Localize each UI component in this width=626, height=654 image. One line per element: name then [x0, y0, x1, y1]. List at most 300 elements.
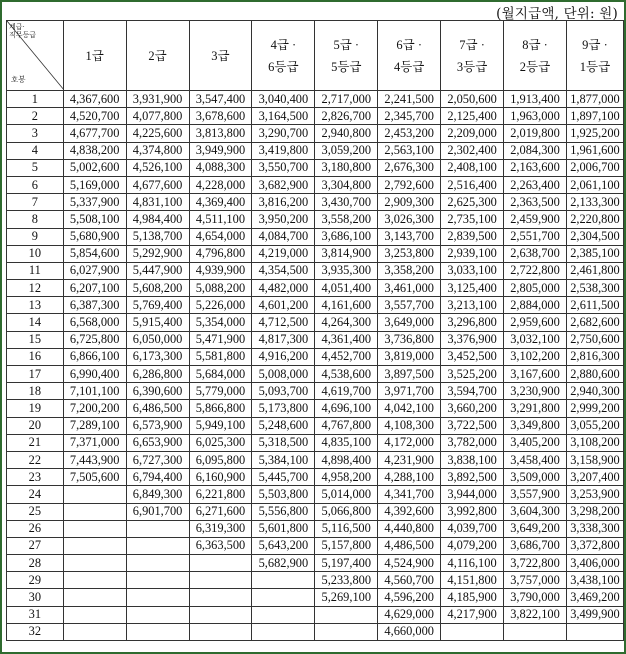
salary-cell: 4,619,700: [315, 383, 378, 400]
table-row: [7, 572, 624, 589]
salary-cell: [63, 572, 126, 589]
salary-cell: 2,940,800: [315, 125, 378, 142]
salary-cell: 5,601,800: [252, 520, 315, 537]
salary-cell: 3,230,900: [504, 383, 567, 400]
salary-cell: 4,677,700: [63, 125, 126, 142]
grade-header-line: 4급 ·: [270, 37, 297, 52]
salary-cell: 4,660,000: [378, 623, 441, 640]
salary-cell: [189, 555, 252, 572]
salary-cell: 5,608,200: [126, 280, 189, 297]
salary-cell: 4,601,200: [252, 297, 315, 314]
salary-cell: 5,088,200: [189, 280, 252, 297]
grade-header-line: 4등급: [393, 59, 425, 74]
salary-cell: 1,963,000: [504, 108, 567, 125]
salary-cell: 3,682,900: [252, 176, 315, 193]
salary-cell: 3,430,700: [315, 194, 378, 211]
step-cell: 3: [7, 125, 64, 142]
salary-cell: 4,984,400: [126, 211, 189, 228]
salary-cell: 3,547,400: [189, 91, 252, 108]
salary-cell: 4,185,900: [441, 589, 504, 606]
salary-cell: [566, 623, 623, 640]
salary-cell: 2,735,100: [441, 211, 504, 228]
salary-cell: 4,520,700: [63, 108, 126, 125]
salary-cell: 3,558,200: [315, 211, 378, 228]
grade-header-7: [441, 21, 504, 91]
salary-cell: 2,263,400: [504, 176, 567, 193]
step-cell: 29: [7, 572, 64, 589]
salary-cell: 5,684,000: [189, 366, 252, 383]
salary-cell: 4,231,900: [378, 451, 441, 468]
salary-cell: 4,939,900: [189, 262, 252, 279]
salary-cell: 4,838,200: [63, 142, 126, 159]
step-cell: 21: [7, 434, 64, 451]
grade-header-line: 6등급: [268, 59, 299, 74]
grade-header-6: [378, 21, 441, 91]
salary-table-body: [7, 91, 624, 641]
table-row: [7, 606, 624, 623]
salary-cell: 2,061,100: [566, 176, 623, 193]
table-row: [7, 434, 624, 451]
salary-cell: 3,291,800: [504, 400, 567, 417]
salary-cell: 7,371,000: [63, 434, 126, 451]
salary-cell: 6,221,800: [189, 486, 252, 503]
salary-cell: 4,079,200: [441, 537, 504, 554]
salary-cell: 3,950,200: [252, 211, 315, 228]
grade-header-8: [504, 21, 567, 91]
salary-cell: 6,573,900: [126, 417, 189, 434]
salary-cell: 2,220,800: [566, 211, 623, 228]
salary-cell: [252, 572, 315, 589]
grade-header-line: 3등급: [456, 59, 488, 74]
salary-cell: 2,019,800: [504, 125, 567, 142]
salary-cell: 6,486,500: [126, 400, 189, 417]
table-row: [7, 228, 624, 245]
salary-cell: 3,026,300: [378, 211, 441, 228]
header-row: [7, 21, 624, 91]
salary-cell: 1,913,400: [504, 91, 567, 108]
salary-cell: 3,469,200: [566, 589, 623, 606]
salary-cell: 4,084,700: [252, 228, 315, 245]
step-cell: 31: [7, 606, 64, 623]
salary-cell: 4,835,100: [315, 434, 378, 451]
salary-cell: 3,438,100: [566, 572, 623, 589]
table-row: [7, 108, 624, 125]
step-cell: 16: [7, 348, 64, 365]
salary-cell: 6,319,300: [189, 520, 252, 537]
salary-cell: 7,505,600: [63, 469, 126, 486]
salary-cell: 2,304,500: [566, 228, 623, 245]
salary-cell: 6,095,800: [189, 451, 252, 468]
step-cell: 8: [7, 211, 64, 228]
table-row: [7, 176, 624, 193]
step-cell: 11: [7, 262, 64, 279]
salary-cell: 4,677,600: [126, 176, 189, 193]
salary-cell: 4,712,500: [252, 314, 315, 331]
salary-cell: 3,686,700: [504, 537, 567, 554]
salary-cell: 3,819,000: [378, 348, 441, 365]
salary-cell: 3,376,900: [441, 331, 504, 348]
salary-cell: 3,372,800: [566, 537, 623, 554]
step-cell: 5: [7, 159, 64, 176]
salary-cell: 2,750,600: [566, 331, 623, 348]
salary-cell: 6,901,700: [126, 503, 189, 520]
table-row: [7, 503, 624, 520]
salary-cell: 4,151,800: [441, 572, 504, 589]
salary-cell: 3,949,900: [189, 142, 252, 159]
table-row: [7, 537, 624, 554]
step-cell: 23: [7, 469, 64, 486]
salary-cell: 4,916,200: [252, 348, 315, 365]
salary-cell: 3,253,900: [566, 486, 623, 503]
salary-cell: 5,769,400: [126, 297, 189, 314]
grade-header-1: [63, 21, 126, 91]
salary-cell: [126, 606, 189, 623]
salary-cell: 6,271,600: [189, 503, 252, 520]
salary-cell: 3,757,000: [504, 572, 567, 589]
salary-cell: 3,722,800: [504, 555, 567, 572]
salary-cell: 3,649,200: [504, 520, 567, 537]
salary-cell: 2,163,600: [504, 159, 567, 176]
salary-cell: 4,482,000: [252, 280, 315, 297]
salary-cell: 2,839,500: [441, 228, 504, 245]
salary-cell: 5,173,800: [252, 400, 315, 417]
salary-cell: 6,027,900: [63, 262, 126, 279]
salary-cell: 5,866,800: [189, 400, 252, 417]
step-cell: 9: [7, 228, 64, 245]
salary-cell: 4,596,200: [378, 589, 441, 606]
salary-cell: 3,813,800: [189, 125, 252, 142]
salary-cell: 2,125,400: [441, 108, 504, 125]
grade-header-2: [126, 21, 189, 91]
salary-cell: 2,638,700: [504, 245, 567, 262]
salary-cell: 4,486,500: [378, 537, 441, 554]
step-cell: 25: [7, 503, 64, 520]
salary-cell: 4,958,200: [315, 469, 378, 486]
table-row: [7, 623, 624, 640]
salary-cell: 2,241,500: [378, 91, 441, 108]
salary-cell: 3,822,100: [504, 606, 567, 623]
salary-cell: 2,050,600: [441, 91, 504, 108]
salary-cell: 3,059,200: [315, 142, 378, 159]
table-row: [7, 520, 624, 537]
salary-cell: 3,722,500: [441, 417, 504, 434]
salary-cell: 6,173,300: [126, 348, 189, 365]
table-row: [7, 297, 624, 314]
salary-cell: 4,696,100: [315, 400, 378, 417]
salary-cell: 3,816,200: [252, 194, 315, 211]
salary-cell: 3,525,200: [441, 366, 504, 383]
salary-cell: 2,345,700: [378, 108, 441, 125]
step-cell: 14: [7, 314, 64, 331]
step-cell: 12: [7, 280, 64, 297]
salary-cell: 4,374,800: [126, 142, 189, 159]
salary-cell: 4,116,100: [441, 555, 504, 572]
salary-cell: 4,831,100: [126, 194, 189, 211]
salary-cell: 2,884,000: [504, 297, 567, 314]
table-row: [7, 262, 624, 279]
corner-grade-label: 계급· 직무등급: [9, 23, 37, 39]
table-row: [7, 555, 624, 572]
salary-cell: 7,443,900: [63, 451, 126, 468]
salary-cell: 3,405,200: [504, 434, 567, 451]
salary-cell: 5,269,100: [315, 589, 378, 606]
salary-cell: 4,560,700: [378, 572, 441, 589]
grade-header-line: 9급 ·: [582, 37, 608, 52]
salary-cell: 2,006,700: [566, 159, 623, 176]
salary-cell: [63, 606, 126, 623]
salary-cell: 2,084,300: [504, 142, 567, 159]
salary-cell: 3,499,900: [566, 606, 623, 623]
grade-header-line: 5등급: [331, 59, 362, 74]
salary-cell: [315, 606, 378, 623]
grade-header-line: 5급 ·: [333, 37, 360, 52]
step-cell: 1: [7, 91, 64, 108]
table-row: [7, 366, 624, 383]
salary-cell: 3,290,700: [252, 125, 315, 142]
salary-cell: [189, 606, 252, 623]
salary-cell: 4,219,000: [252, 245, 315, 262]
table-row: [7, 400, 624, 417]
salary-cell: 5,014,000: [315, 486, 378, 503]
salary-cell: 3,790,000: [504, 589, 567, 606]
salary-cell: 6,207,100: [63, 280, 126, 297]
salary-cell: 3,108,200: [566, 434, 623, 451]
grade-header-4: [252, 21, 315, 91]
salary-cell: [189, 572, 252, 589]
salary-cell: 6,160,900: [189, 469, 252, 486]
salary-cell: 7,200,200: [63, 400, 126, 417]
salary-cell: 2,940,300: [566, 383, 623, 400]
table-row: [7, 314, 624, 331]
salary-cell: 4,039,700: [441, 520, 504, 537]
salary-cell: 4,108,300: [378, 417, 441, 434]
salary-cell: 3,461,000: [378, 280, 441, 297]
salary-cell: 6,025,300: [189, 434, 252, 451]
salary-cell: 3,931,900: [126, 91, 189, 108]
step-cell: 27: [7, 537, 64, 554]
salary-cell: 3,296,800: [441, 314, 504, 331]
salary-cell: 2,792,600: [378, 176, 441, 193]
salary-cell: [63, 589, 126, 606]
salary-cell: 3,419,800: [252, 142, 315, 159]
salary-cell: 2,939,100: [441, 245, 504, 262]
table-row: [7, 159, 624, 176]
grade-header-5: [315, 21, 378, 91]
salary-cell: 6,849,300: [126, 486, 189, 503]
salary-cell: 3,358,200: [378, 262, 441, 279]
salary-cell: 2,682,600: [566, 314, 623, 331]
step-cell: 2: [7, 108, 64, 125]
table-row: [7, 417, 624, 434]
salary-cell: 2,676,300: [378, 159, 441, 176]
salary-cell: 7,289,100: [63, 417, 126, 434]
salary-cell: 6,653,900: [126, 434, 189, 451]
salary-cell: [504, 623, 567, 640]
step-cell: 22: [7, 451, 64, 468]
salary-cell: [252, 606, 315, 623]
salary-cell: 3,971,700: [378, 383, 441, 400]
salary-cell: 3,594,700: [441, 383, 504, 400]
salary-cell: 3,897,500: [378, 366, 441, 383]
step-cell: 7: [7, 194, 64, 211]
grade-header-line: 8급 ·: [522, 37, 548, 52]
salary-cell: 5,949,100: [189, 417, 252, 434]
salary-cell: 6,794,400: [126, 469, 189, 486]
salary-cell: 3,033,100: [441, 262, 504, 279]
salary-cell: 5,292,900: [126, 245, 189, 262]
salary-cell: 3,032,100: [504, 331, 567, 348]
salary-cell: 3,458,400: [504, 451, 567, 468]
salary-cell: 2,538,300: [566, 280, 623, 297]
salary-cell: 2,625,300: [441, 194, 504, 211]
salary-cell: 3,686,100: [315, 228, 378, 245]
salary-cell: 6,866,100: [63, 348, 126, 365]
salary-cell: [63, 486, 126, 503]
salary-cell: 5,248,600: [252, 417, 315, 434]
step-cell: 18: [7, 383, 64, 400]
salary-cell: 2,959,600: [504, 314, 567, 331]
salary-cell: 2,563,100: [378, 142, 441, 159]
salary-cell: 4,361,400: [315, 331, 378, 348]
grade-header-line: 1급: [85, 48, 104, 63]
salary-cell: 3,782,000: [441, 434, 504, 451]
table-row: [7, 280, 624, 297]
grade-header-3: [189, 21, 252, 91]
salary-cell: 3,040,400: [252, 91, 315, 108]
salary-cell: 4,392,600: [378, 503, 441, 520]
grade-header-9: [566, 21, 623, 91]
table-row: [7, 383, 624, 400]
table-row: [7, 348, 624, 365]
salary-cell: 6,725,800: [63, 331, 126, 348]
salary-cell: 6,363,500: [189, 537, 252, 554]
salary-cell: 4,077,800: [126, 108, 189, 125]
salary-cell: 3,164,500: [252, 108, 315, 125]
salary-cell: 2,551,700: [504, 228, 567, 245]
salary-cell: [126, 555, 189, 572]
salary-cell: [126, 623, 189, 640]
salary-cell: 6,050,000: [126, 331, 189, 348]
salary-cell: 1,897,100: [566, 108, 623, 125]
salary-cell: [126, 537, 189, 554]
salary-cell: 3,944,000: [441, 486, 504, 503]
step-cell: 13: [7, 297, 64, 314]
salary-cell: 4,042,100: [378, 400, 441, 417]
salary-cell: 5,138,700: [126, 228, 189, 245]
salary-cell: 4,524,900: [378, 555, 441, 572]
salary-cell: 4,172,000: [378, 434, 441, 451]
grade-header-line: 7급 ·: [459, 37, 485, 52]
salary-cell: 4,440,800: [378, 520, 441, 537]
step-cell: 24: [7, 486, 64, 503]
salary-cell: 3,298,200: [566, 503, 623, 520]
salary-cell: 5,643,200: [252, 537, 315, 554]
salary-cell: 5,471,900: [189, 331, 252, 348]
salary-cell: 5,581,800: [189, 348, 252, 365]
grade-header-line: 2급: [148, 48, 167, 63]
salary-cell: 4,088,300: [189, 159, 252, 176]
salary-cell: 3,814,900: [315, 245, 378, 262]
salary-cell: 1,961,600: [566, 142, 623, 159]
salary-cell: 5,779,000: [189, 383, 252, 400]
salary-cell: [63, 555, 126, 572]
salary-cell: 4,341,700: [378, 486, 441, 503]
salary-cell: 5,682,900: [252, 555, 315, 572]
salary-cell: 4,354,500: [252, 262, 315, 279]
salary-cell: 6,727,300: [126, 451, 189, 468]
salary-cell: [252, 623, 315, 640]
grade-header-line: 3급: [211, 48, 230, 63]
salary-cell: 3,935,300: [315, 262, 378, 279]
step-cell: 6: [7, 176, 64, 193]
table-row: [7, 589, 624, 606]
salary-cell: 2,459,900: [504, 211, 567, 228]
salary-cell: 3,349,800: [504, 417, 567, 434]
salary-cell: [315, 623, 378, 640]
step-cell: 10: [7, 245, 64, 262]
salary-cell: 2,133,300: [566, 194, 623, 211]
table-row: [7, 211, 624, 228]
salary-cell: 4,228,000: [189, 176, 252, 193]
salary-cell: 4,367,600: [63, 91, 126, 108]
corner-step-label: 호봉: [11, 75, 26, 84]
salary-cell: 3,660,200: [441, 400, 504, 417]
salary-cell: 5,503,800: [252, 486, 315, 503]
salary-cell: 5,066,800: [315, 503, 378, 520]
salary-cell: 2,453,200: [378, 125, 441, 142]
salary-cell: 3,180,800: [315, 159, 378, 176]
table-row: [7, 245, 624, 262]
salary-cell: 2,717,000: [315, 91, 378, 108]
unit-note: (월지급액, 단위: 원): [496, 6, 618, 22]
table-row: [7, 125, 624, 142]
salary-cell: 4,452,700: [315, 348, 378, 365]
salary-cell: 3,158,900: [566, 451, 623, 468]
salary-cell: 3,167,600: [504, 366, 567, 383]
salary-table: [6, 20, 624, 641]
salary-cell: 3,213,100: [441, 297, 504, 314]
salary-cell: 3,102,200: [504, 348, 567, 365]
step-cell: 19: [7, 400, 64, 417]
salary-cell: 3,406,000: [566, 555, 623, 572]
table-row: [7, 469, 624, 486]
salary-cell: 5,508,100: [63, 211, 126, 228]
salary-cell: 5,157,800: [315, 537, 378, 554]
salary-cell: 2,880,600: [566, 366, 623, 383]
salary-cell: 5,556,800: [252, 503, 315, 520]
salary-cell: 5,002,600: [63, 159, 126, 176]
step-cell: 20: [7, 417, 64, 434]
table-row: [7, 91, 624, 108]
salary-cell: 5,318,500: [252, 434, 315, 451]
salary-cell: 2,302,400: [441, 142, 504, 159]
step-cell: 32: [7, 623, 64, 640]
salary-cell: [63, 503, 126, 520]
step-cell: 17: [7, 366, 64, 383]
salary-cell: 6,286,800: [126, 366, 189, 383]
salary-cell: 4,898,400: [315, 451, 378, 468]
salary-cell: 4,796,800: [189, 245, 252, 262]
salary-cell: 6,568,000: [63, 314, 126, 331]
table-row: [7, 331, 624, 348]
salary-cell: 2,363,500: [504, 194, 567, 211]
salary-cell: 5,233,800: [315, 572, 378, 589]
salary-cell: 6,990,400: [63, 366, 126, 383]
salary-cell: [252, 589, 315, 606]
salary-cell: 3,253,800: [378, 245, 441, 262]
salary-cell: 5,337,900: [63, 194, 126, 211]
salary-cell: 3,678,600: [189, 108, 252, 125]
